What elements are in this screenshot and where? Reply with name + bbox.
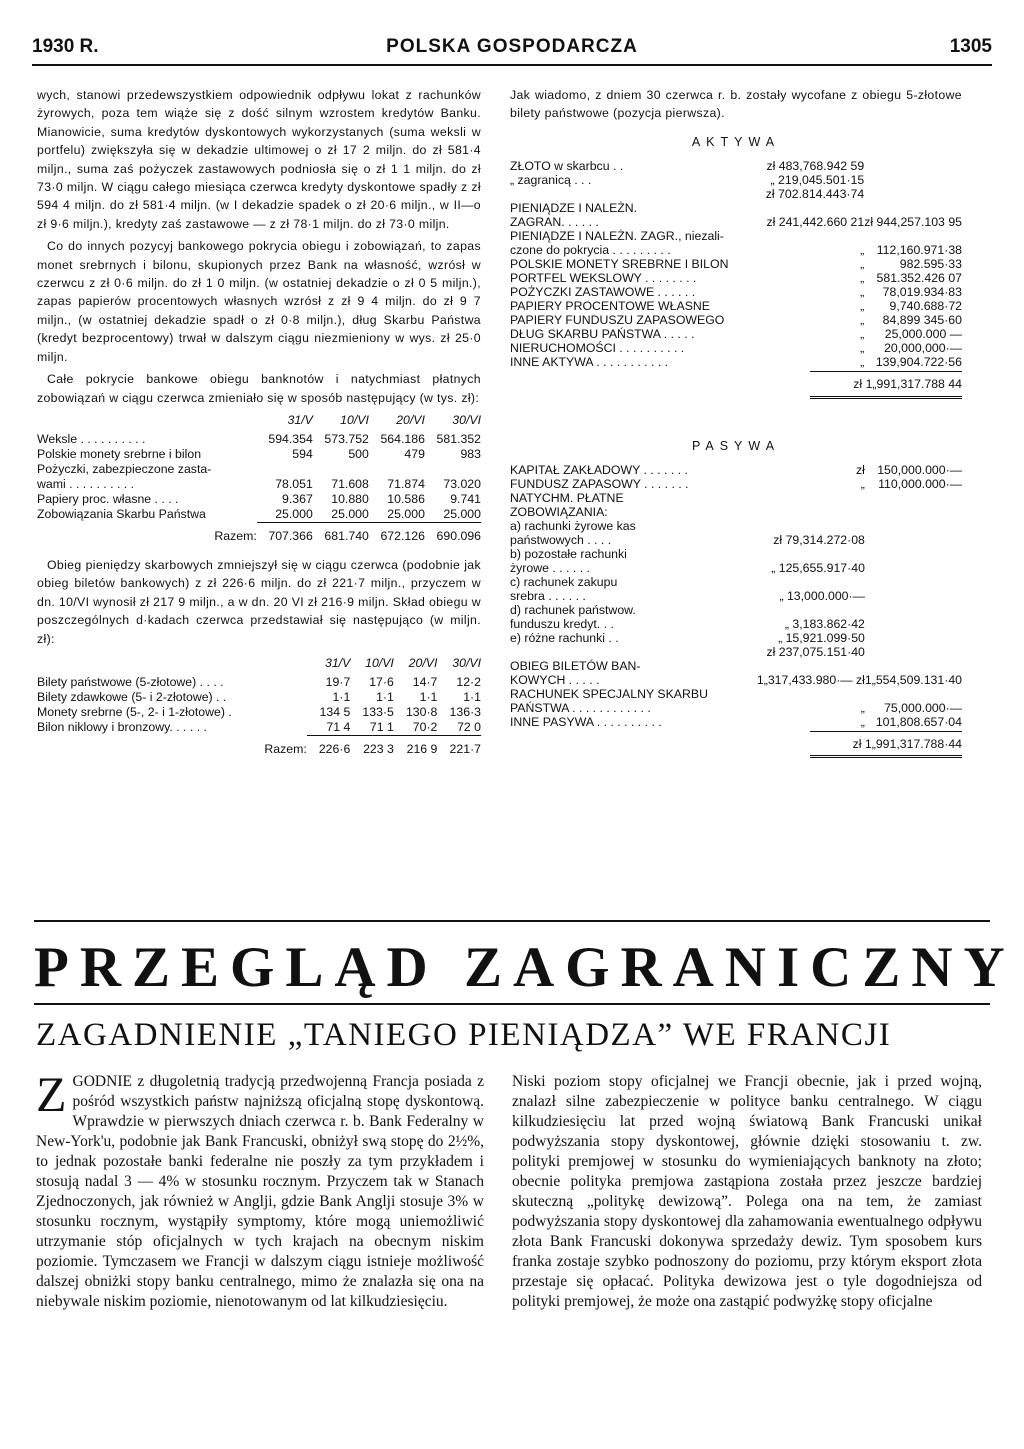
- column-header: 20/VI: [408, 655, 438, 670]
- table-cell: 581.352: [436, 431, 481, 446]
- table-cell: 25.000: [443, 506, 481, 521]
- table-cell: 71.874: [387, 476, 425, 491]
- balance-label: RACHUNEK SPECJALNY SKARBU: [510, 687, 708, 702]
- balance-row: [510, 701, 962, 715]
- balance-label: funduszu kredyt. . .: [510, 617, 614, 632]
- balance-row: [510, 201, 962, 215]
- balance-total: 1„554,509.131·40: [864, 673, 962, 688]
- table-cell: 9.741: [450, 491, 481, 506]
- balance-total: 982.595·33: [899, 257, 962, 272]
- balance-total: 9,740.688·72: [889, 299, 962, 314]
- table-row: [37, 492, 481, 507]
- header-cell: [37, 413, 257, 432]
- table-cell: 10.880: [331, 491, 369, 506]
- balance-label: ZOBOWIĄZANIA:: [510, 505, 608, 520]
- balance-total: [865, 491, 962, 505]
- balance-total: [865, 589, 962, 603]
- table-row: [37, 477, 481, 492]
- balance-row: [510, 533, 962, 547]
- balance-label: INNE AKTYWA . . . . . . . . . . .: [510, 355, 669, 370]
- table-row: [37, 720, 481, 736]
- balance-value: „: [860, 355, 865, 370]
- balance-row: [510, 617, 962, 631]
- balance-total: [865, 561, 962, 575]
- balance-total: [865, 547, 962, 561]
- table-cell: 71 1: [369, 719, 394, 734]
- balance-value: [756, 575, 865, 589]
- row-label: Zobowiązania Skarbu Państwa: [37, 507, 206, 522]
- table-cell: [369, 462, 425, 477]
- table-row: [37, 432, 481, 447]
- balance-total: 110,000.000·—: [878, 477, 962, 492]
- total-cell: 226·6: [307, 735, 351, 757]
- balance-value: „: [860, 243, 865, 258]
- row-label: Pożyczki, zabezpieczone zasta-: [37, 461, 212, 476]
- balance-label: DŁUG SKARBU PAŃSTWA . . . . .: [510, 327, 695, 342]
- balance-row: [510, 505, 962, 519]
- table-row: [37, 675, 481, 690]
- header-year: 1930 R.: [32, 36, 99, 57]
- table-cell: 25.000: [331, 506, 369, 521]
- balance-label: KOWYCH . . . . .: [510, 673, 600, 688]
- balance-label: POLSKIE MONETY SREBRNE I BILON: [510, 257, 729, 272]
- paragraph: wych, stanowi przedewszystkiem odpowiednik odpływu lokat z rachunków żyrowych, poza tem wiąże się z dość silnym wzrostem kredytów Banku. Mianowicie, suma kredytów dyskontowych wykorzystanych (suma weksli w portfelu) zwiększyła się w dekadzie ultimowej o zł 17 2 miljn. do zł 581·4 miljn., suma zaś pożyczek zastawowych podniosła się o zł 1 1 miljn. do zł 73·0 miljn. W ciągu całego miesiąca czerwca kredyty dyskontowe spadły z zł 594 4 miljn. do zł 581·4 miljn. (w I dekadzie spadek o zł 20·6 miljn., w II—o zł 9·6 miljn.), kredyty zaś zastawowe — z zł 78·1 miljn. do zł 73·0 miljn.: [37, 88, 481, 231]
- header-title: POLSKA GOSPODARCZA: [386, 36, 638, 57]
- balance-total: 150,000.000·—: [877, 463, 962, 478]
- total-cell: 690.096: [425, 522, 481, 544]
- balance-label: PIENIĄDZE I NALEŻN. ZAGR., niezali-: [510, 229, 724, 244]
- balance-label: PAŃSTWA . . . . . . . . . . . .: [510, 701, 651, 716]
- balance-total: [865, 631, 962, 645]
- article-right-column: Niski poziom stopy oficjalnej we Francji obecnie, jak i przed wojną, znalazł silne zabezpieczenie w polityce banku centralnego. W ciągu kilkudziesięciu lat przed wojną światową Bank Francuski unikał podwyższania stopy dyskontowej, głównie dzięki stosowaniu t. zw. polityki premjowej w stosunku do wymieniających banknoty na złoto; obecnie polityka premjowa zastąpiona została przez jeszcze bardziej skuteczną „politykę dewizową”. Polega ona na tem, że zamiast podwyższania stopy dyskontowej dla zahamowania ewentualnego odpływu złota Bank Francuski dokonywa sprzedaży dewiz. Tym sposobem kurs franka zostaje szybko podnoszony do poziomu, przy którym eksport złota przestaje się opłacać. Polityka dewizowa jest o tyle dogodniejsza od polityki premjowej, że może ona zastąpić podwyżkę stopy oficjalne: [512, 1073, 982, 1310]
- article-left-column: [36, 1066, 484, 1312]
- table-cell: 134 5: [319, 704, 351, 719]
- liabilities-total: zł 1„991,317.788·44: [810, 731, 962, 758]
- balance-value: zł: [856, 463, 865, 478]
- balance-row: [510, 159, 962, 173]
- balance-value: zł 237,075.151·40: [766, 645, 865, 660]
- balance-label: OBIEG BILETÓW BAN-: [510, 659, 641, 674]
- balance-total: [865, 519, 962, 533]
- balance-row: [510, 327, 962, 341]
- balance-row: [510, 477, 962, 491]
- balance-value: zł 483,768.942 59: [766, 159, 865, 174]
- balance-label: NATYCHM. PŁATNE: [510, 491, 624, 506]
- total-row: [37, 735, 481, 757]
- balance-label: „ zagranicą . . .: [510, 173, 592, 188]
- total-label: Razem:: [264, 741, 307, 756]
- table-cell: 479: [404, 446, 425, 461]
- row-label: Bilon niklowy i bronzowy. . . . . .: [37, 720, 207, 735]
- balance-label: POŻYCZKI ZASTAWOWE . . . . . .: [510, 285, 696, 300]
- balance-row: [510, 687, 962, 701]
- balance-value: „ 125,655.917·40: [771, 561, 865, 576]
- balance-total: [864, 229, 962, 243]
- balance-label: czone do pokrycia . . . . . . . . .: [510, 243, 671, 258]
- table-cell: 564.186: [380, 431, 425, 446]
- column-header: 20/VI: [396, 412, 425, 427]
- balance-row: [510, 299, 962, 313]
- table-cell: 72 0: [457, 719, 481, 734]
- balance-total: zł 944,257.103 95: [864, 215, 962, 230]
- page-number: 1305: [949, 36, 992, 57]
- balance-value: [756, 687, 865, 701]
- balance-total: 139,904.722·56: [875, 355, 962, 370]
- balance-row: [510, 631, 962, 645]
- balance-label: państwowych . . . .: [510, 533, 612, 548]
- balance-value: [756, 491, 865, 505]
- balance-total: [865, 603, 962, 617]
- balance-label: żyrowe . . . . . .: [510, 561, 590, 576]
- table-cell: 71 4: [326, 719, 351, 734]
- balance-value: „: [860, 341, 865, 356]
- column-header: 10/VI: [340, 412, 369, 427]
- balance-label: KAPITAŁ ZAKŁADOWY . . . . . . .: [510, 463, 688, 478]
- balance-label: c) rachunek zakupu: [510, 575, 618, 590]
- table-cell: 12·2: [456, 674, 481, 689]
- balance-total: [865, 533, 962, 547]
- balance-value: 1„317,433.980·— zł: [756, 673, 865, 688]
- table-row: [37, 705, 481, 720]
- liabilities-table: [510, 463, 962, 729]
- balance-row: [510, 547, 962, 561]
- balance-value: „ 3,183.862·42: [784, 617, 865, 632]
- balance-value: „: [860, 285, 865, 300]
- balance-value: [760, 201, 864, 215]
- section-rule-bottom: [34, 1003, 990, 1005]
- balance-row: [510, 257, 962, 271]
- balance-label: [510, 645, 756, 659]
- intro-paragraph: Jak wiadomo, z dniem 30 czerwca r. b. zostały wycofane z obiegu 5-złotowe bilety państwowe (pozycja pierwsza).: [510, 88, 962, 121]
- running-header: [32, 34, 992, 66]
- table-cell: 133·5: [362, 704, 394, 719]
- balance-row: [510, 187, 962, 201]
- column-header: 31/V: [325, 655, 351, 670]
- table-cell: 25.000: [275, 506, 313, 521]
- table-cell: 130·8: [405, 704, 438, 719]
- balance-value: zł 702.814.443·74: [765, 187, 865, 202]
- total-row: [37, 522, 481, 544]
- balance-total: 101,808.657·04: [875, 715, 962, 730]
- header-cell: [37, 656, 307, 675]
- balance-value: [756, 659, 865, 673]
- balance-value: „: [860, 477, 865, 492]
- left-column: [37, 86, 481, 757]
- balance-label: PIENIĄDZE I NALEŻN.: [510, 201, 638, 216]
- balance-total: 25,000.000 —: [884, 327, 962, 342]
- balance-total: [865, 575, 962, 589]
- column-header: 30/VI: [452, 655, 481, 670]
- table-cell: 594: [292, 446, 313, 461]
- column-header: 30/VI: [452, 412, 481, 427]
- table-cell: 71.608: [331, 476, 369, 491]
- balance-row: [510, 575, 962, 589]
- table-cell: 73.020: [443, 476, 481, 491]
- balance-label: PAPIERY FUNDUSZU ZAPASOWEGO: [510, 313, 725, 328]
- balance-value: „ 15,921.099·50: [778, 631, 865, 646]
- balance-total: 75,000.000·—: [884, 701, 962, 716]
- balance-row: [510, 243, 962, 257]
- balance-value: „: [860, 715, 865, 730]
- row-label: wami . . . . . . . . . .: [37, 476, 135, 491]
- balance-label: ZŁOTO w skarbcu . .: [510, 159, 624, 174]
- balance-label: [510, 187, 760, 201]
- table-cell: 500: [348, 446, 369, 461]
- section-title: PRZEGLĄD ZAGRANICZNY: [34, 936, 1016, 999]
- liabilities-heading: PASYWA: [691, 438, 781, 453]
- balance-label: PORTFEL WEKSLOWY . . . . . . . .: [510, 271, 697, 286]
- table-cell: 1·1: [419, 689, 438, 704]
- row-label: Papiery proc. własne . . . .: [37, 491, 179, 506]
- table-cell: 78.051: [275, 476, 313, 491]
- balance-total: 78,019.934·83: [882, 285, 962, 300]
- balance-label: srebra . . . . . .: [510, 589, 586, 604]
- balance-label: ZAGRAN. . . . . .: [510, 215, 599, 230]
- table-cell: 1·1: [376, 689, 394, 704]
- balance-value: „: [860, 327, 865, 342]
- section-rule-top: [34, 920, 990, 922]
- table-row: [37, 690, 481, 705]
- balance-row: [510, 341, 962, 355]
- balance-total: [864, 201, 962, 215]
- total-cell: 707.366: [257, 522, 313, 544]
- paragraph: Całe pokrycie bankowe obiegu banknotów i natychmiast płatnych zobowiązań w ciągu czerwca zmieniało się w sposób następujący (w tys. zł):: [37, 372, 481, 405]
- total-cell: 221·7: [437, 735, 481, 757]
- balance-value: zł 241,442.660 21: [766, 215, 865, 230]
- total-label: Razem:: [214, 528, 257, 543]
- table-cell: 70·2: [412, 719, 438, 734]
- balance-total: 20,000,000·—: [884, 341, 962, 356]
- table-cell: 594.354: [268, 431, 313, 446]
- balance-row: [510, 271, 962, 285]
- balance-label: e) różne rachunki . .: [510, 631, 619, 646]
- table-cell: 9.367: [282, 491, 313, 506]
- balance-label: NIERUCHOMOŚCI . . . . . . . . . .: [510, 341, 685, 356]
- drop-cap: Z: [36, 1066, 67, 1122]
- balance-row: [510, 603, 962, 617]
- table-header-row: [37, 656, 481, 675]
- row-label: Polskie monety srebrne i bilon: [37, 446, 202, 461]
- balance-value: [756, 505, 865, 519]
- balance-label: PAPIERY PROCENTOWE WŁASNE: [510, 299, 710, 314]
- total-cell: 672.126: [369, 522, 425, 544]
- paragraph: Co do innych pozycyj bankowego pokrycia obiegu i zobowiązań, to zapas monet srebrnych i bilonu, skupionych przez Bank na własność, wzrósł w czerwcu z zł 0·6 miljn. do zł 1 0 miljn. (w ostatniej dekadzie o zł 0 5 miljn.), zapas papierów procentowych własnych wzrósł z zł 9 4 miljn. do zł 9 7 miljn., (w ostatniej dekadzie spadł o zł 0·8 miljn.), dług Skarbu Państwa (kredyt bezprocentowy) trwał w dalszym ciągu niezmieniony w wys. zł 25·0 miljn.: [37, 239, 481, 364]
- total-cell: 223 3: [350, 735, 394, 757]
- row-label: Monety srebrne (5-, 2- i 1-złotowe) .: [37, 704, 232, 719]
- balance-label: INNE PASYWA . . . . . . . . . .: [510, 715, 662, 730]
- balance-total: 112,160.971·38: [876, 243, 962, 258]
- assets-total: zł 1„991,317.788 44: [810, 371, 962, 398]
- table-cell: 19·7: [325, 674, 351, 689]
- table-header-row: [37, 413, 481, 432]
- table-cell: 25.000: [387, 506, 425, 521]
- balance-row: [510, 673, 962, 687]
- balance-row: [510, 355, 962, 369]
- balance-total: 581.352.426 07: [876, 271, 962, 286]
- balance-value: „: [860, 299, 865, 314]
- row-label: Bilety państwowe (5-złotowe) . . . .: [37, 674, 224, 689]
- balance-label: a) rachunki żyrowe kas: [510, 519, 636, 534]
- balance-value: „: [860, 271, 865, 286]
- assets-table: [510, 159, 962, 369]
- balance-value: [756, 519, 865, 533]
- balance-value: „: [860, 701, 865, 716]
- balance-row: [510, 491, 962, 505]
- assets-heading: AKTYWA: [691, 134, 781, 149]
- balance-total: [865, 617, 962, 631]
- total-cell: 216 9: [394, 735, 438, 757]
- balance-label: d) rachunek państwow.: [510, 603, 636, 618]
- table-cell: 136·3: [449, 704, 481, 719]
- balance-row: [510, 229, 962, 243]
- paragraph: Obieg pieniędzy skarbowych zmniejszył się w ciągu czerwca (podobnie jak obieg biletów bankowych) z zł 226·6 miljn. do zł 221·7 miljn., przyczem w dn. 10/VI wynosił zł 217 9 miljn., a w dn. 20 VI zł 216·9 miljn. Skład obiegu w poszczególnych d·kadach czerwca przedstawiał się następująco (w miljn. zł):: [37, 557, 481, 646]
- coverage-table: [37, 413, 481, 544]
- balance-total: [864, 159, 962, 173]
- balance-row: [510, 463, 962, 477]
- balance-total: [864, 187, 962, 201]
- balance-value: [760, 229, 864, 243]
- table-row: [37, 447, 481, 462]
- balance-total: [865, 659, 962, 673]
- balance-value: „: [860, 313, 865, 328]
- table-cell: 573.752: [324, 431, 369, 446]
- balance-row: [510, 215, 962, 229]
- table-cell: 10.586: [387, 491, 425, 506]
- balance-row: [510, 659, 962, 673]
- total-cell: 681.740: [313, 522, 369, 544]
- table-cell: 1·1: [332, 689, 351, 704]
- balance-value: zł 79,314.272·08: [773, 533, 865, 548]
- column-header: 31/V: [287, 412, 313, 427]
- table-cell: [425, 462, 481, 477]
- table-cell: [313, 462, 369, 477]
- balance-value: [756, 603, 865, 617]
- balance-label: FUNDUSZ ZAPASOWY . . . . . . .: [510, 477, 689, 492]
- balance-row: [510, 313, 962, 327]
- table-cell: 983: [460, 446, 481, 461]
- balance-total: [865, 687, 962, 701]
- table-cell: [257, 462, 313, 477]
- row-label: Bilety zdawkowe (5- i 2-złotowe) . .: [37, 689, 227, 704]
- balance-row: [510, 561, 962, 575]
- table-row: [37, 462, 481, 477]
- balance-row: [510, 285, 962, 299]
- balance-total: [865, 505, 962, 519]
- balance-value: „: [860, 257, 865, 272]
- article-title: ZAGADNIENIE „TANIEGO PIENIĄDZA” WE FRANCJI: [36, 1017, 892, 1053]
- table-cell: 14·7: [412, 674, 438, 689]
- treasury-money-table: [37, 656, 481, 757]
- balance-value: „ 13,000.000·—: [779, 589, 865, 604]
- balance-value: „ 219,045.501·15: [770, 173, 865, 188]
- article-text: GODNIE z długoletnią tradycją przedwojenną Francja posiada z pośród wszystkich państw najniższą oficjalną stopę dyskontową. Wprawdzie w pierwszych dniach czerwca r. b. Bank Federalny w New-York'u, podobnie jak Bank Francuski, obniżył swą stopę do 2½%, to jednak pozostałe banki federalne nie poszły za tym przykładem i stosują nadal 3 — 4% w stosunku rocznym. Przyczem tak w Stanach Zjednoczonych, jak również w Anglji, gdzie Bank Anglji stosuje 3% w stosunku rocznym, wystąpiły symptomy, które mogą uniemożliwić utrzymanie stóp oficjalnych w tych krajach na obecnym niskim poziomie. Tymczasem we Francji w dalszym ciągu istnieje możliwość dalszej obniżki stopy banku centralnego, mimo że znalazła się ona na niebywale niskim poziomie, nienotowanym od lat kilkudziesięciu.: [36, 1073, 484, 1310]
- balance-row: [510, 519, 962, 533]
- balance-row: [510, 173, 962, 187]
- balance-value: [756, 547, 865, 561]
- balance-total: 84,899 345·60: [882, 313, 962, 328]
- balance-row: [510, 645, 962, 659]
- balance-total: [865, 645, 962, 659]
- right-column: [510, 86, 962, 758]
- table-cell: 17·6: [369, 674, 394, 689]
- column-header: 10/VI: [365, 655, 394, 670]
- table-row: [37, 507, 481, 523]
- balance-label: b) pozostałe rachunki: [510, 547, 627, 562]
- balance-row: [510, 715, 962, 729]
- row-label: Weksle . . . . . . . . . .: [37, 431, 146, 446]
- balance-total: [864, 173, 962, 187]
- table-cell: 1·1: [463, 689, 481, 704]
- balance-row: [510, 589, 962, 603]
